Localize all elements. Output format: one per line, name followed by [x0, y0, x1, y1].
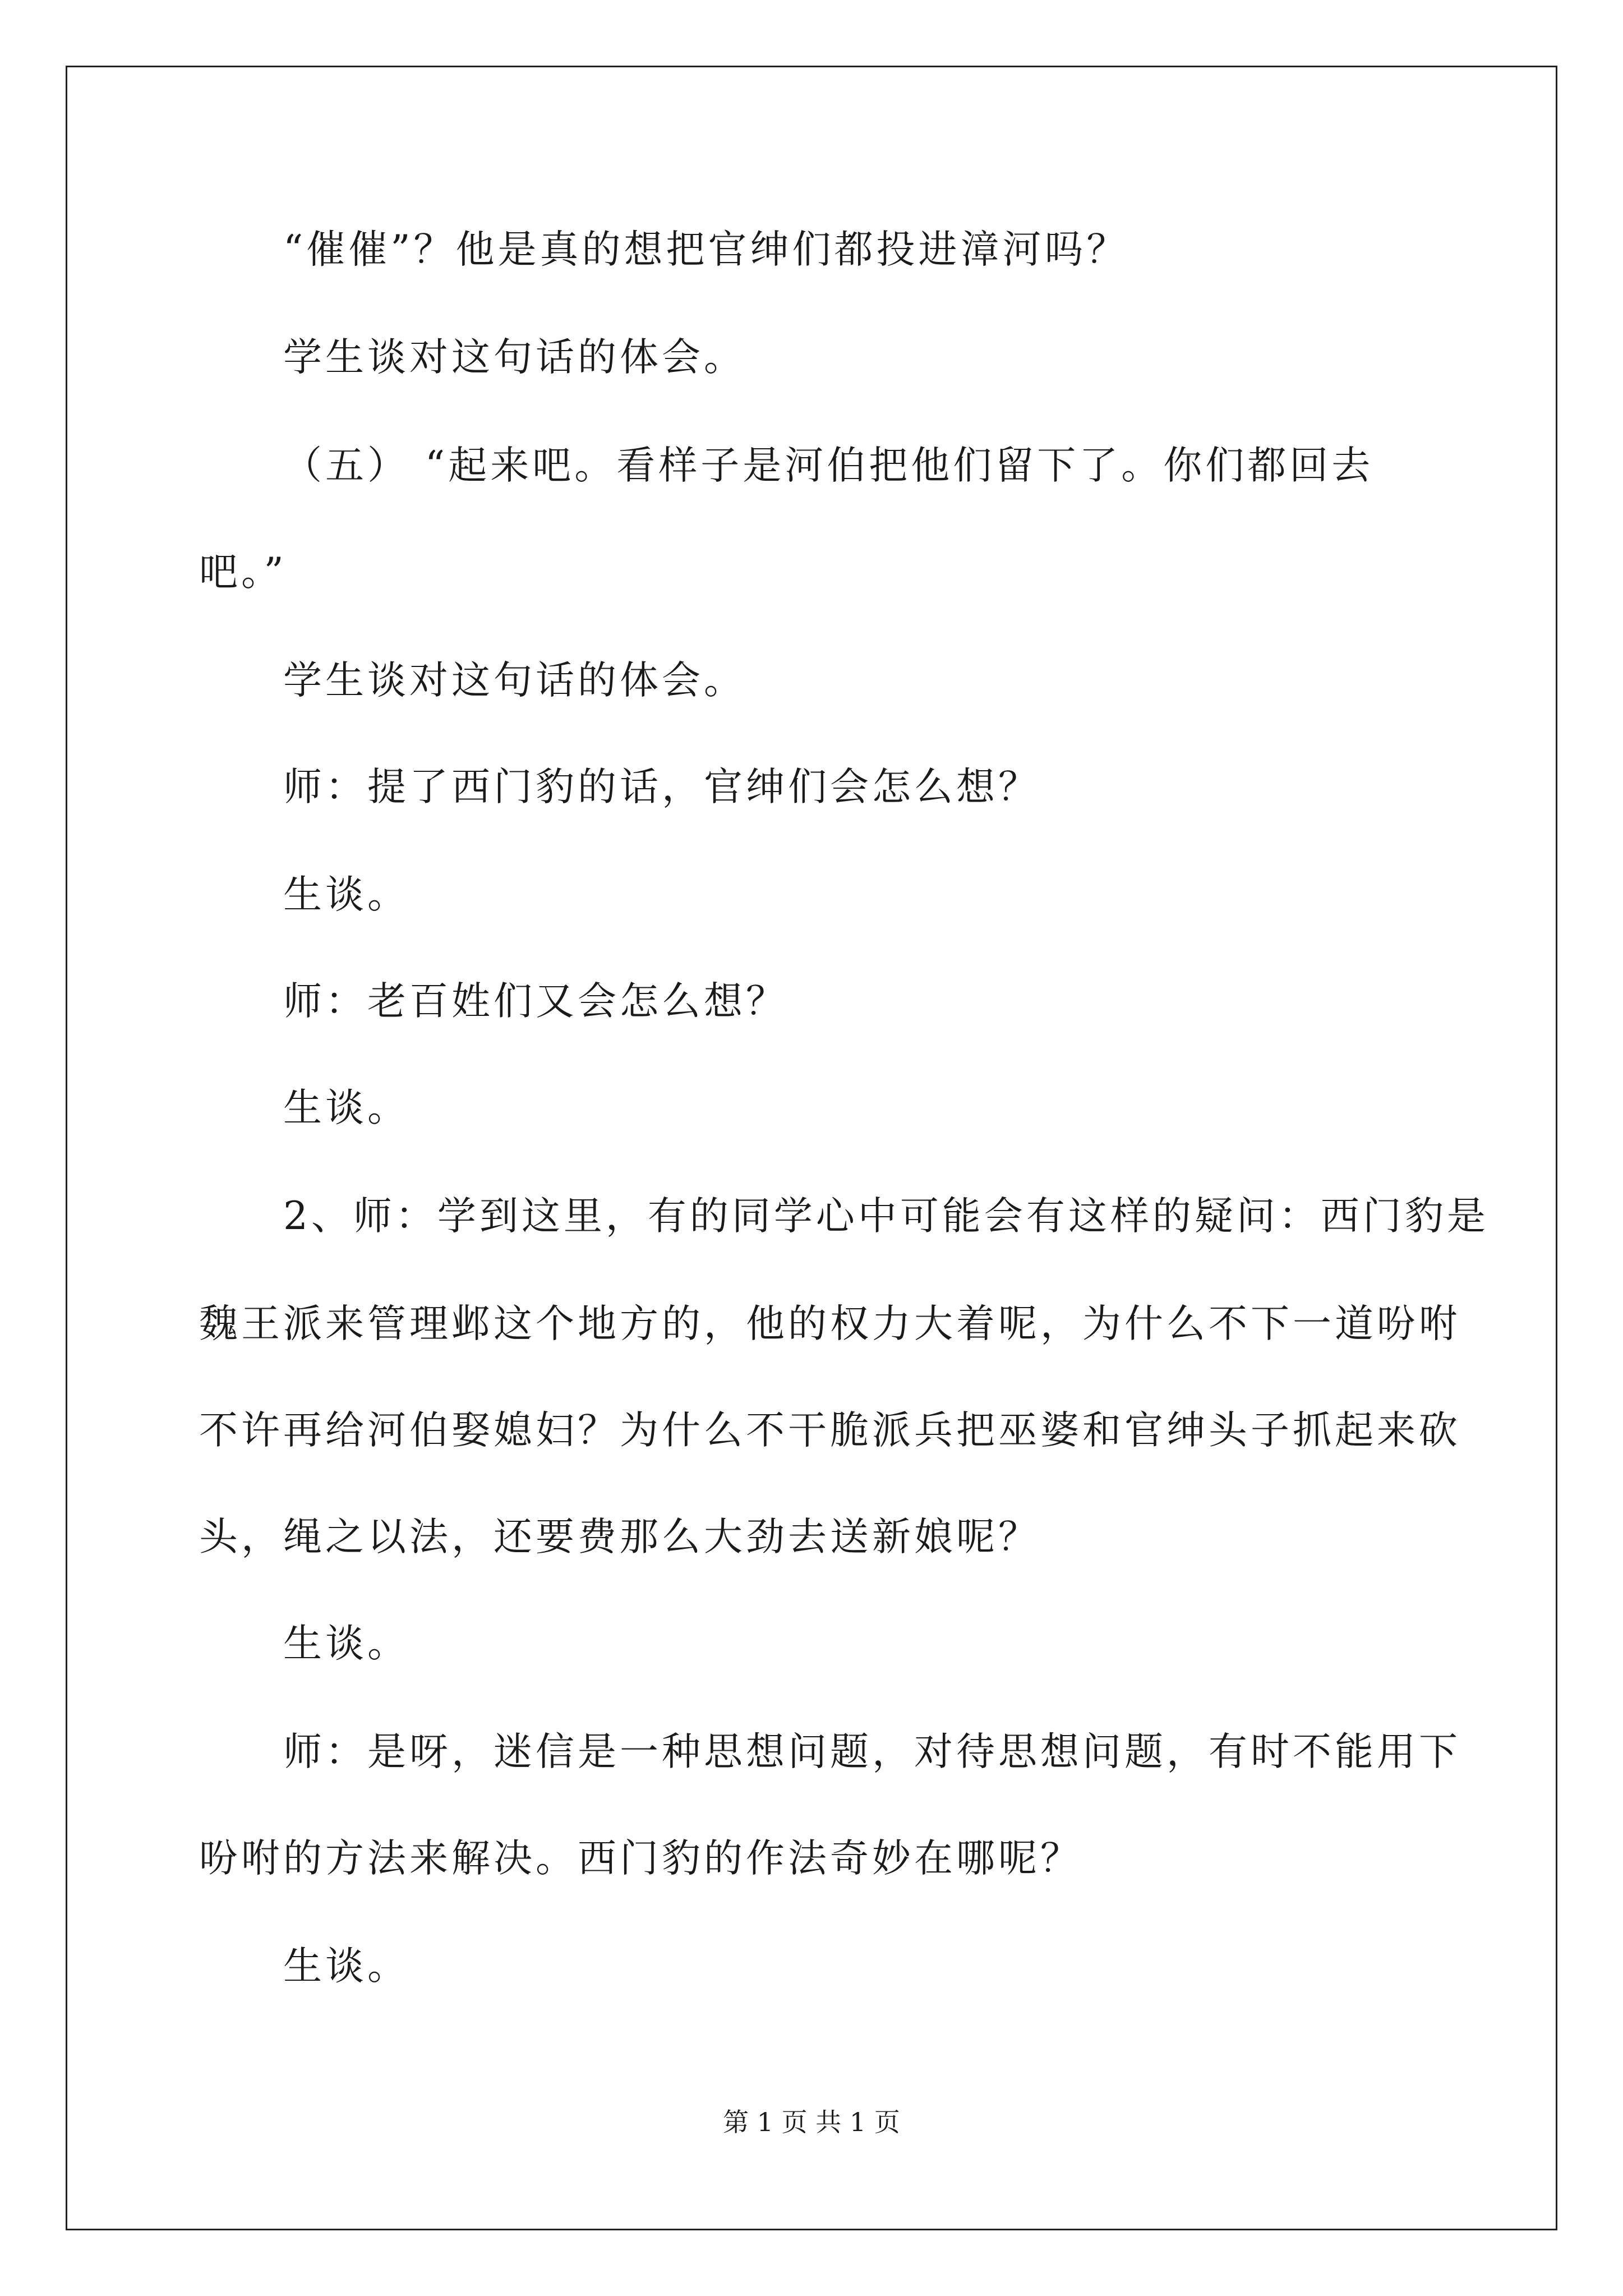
paragraph-line: 生谈。: [283, 1621, 409, 1666]
paragraph-line: 学生谈对这句话的体会。: [283, 658, 746, 703]
paragraph-line: 生谈。: [283, 872, 409, 917]
paragraph-line: 师：是呀，迷信是一种思想问题，对待思想问题，有时不能用下: [283, 1729, 1461, 1774]
paragraph-line: 师：提了西门豹的话，官绅们会怎么想？: [283, 765, 1040, 809]
paragraph-line: 吧。”: [199, 550, 287, 595]
paragraph-line: “催催”？他是真的想把官绅们都投进漳河吗？: [283, 227, 1129, 272]
paragraph-line: 生谈。: [283, 1944, 409, 1989]
paragraph-line: 头，绳之以法，还要费那么大劲去送新娘呢？: [199, 1515, 1040, 1559]
paragraph-line: 生谈。: [283, 1085, 409, 1130]
page-number-footer: 第 1 页 共 1 页: [723, 2107, 900, 2137]
paragraph-line: （五） “起来吧。看样子是河伯把他们留下了。你们都回去: [283, 443, 1374, 488]
paragraph-line: 2、师：学到这里，有的同学心中可能会有这样的疑问：西门豹是: [283, 1194, 1489, 1239]
paragraph-line: 吩咐的方法来解决。西门豹的作法奇妙在哪呢？: [199, 1836, 1082, 1881]
paragraph-line: 魏王派来管理邺这个地方的，他的权力大着呢，为什么不下一道吩咐: [199, 1301, 1461, 1346]
paragraph-line: 不许再给河伯娶媳妇？为什么不干脆派兵把巫婆和官绅头子抓起来砍: [199, 1408, 1461, 1453]
page-border: [66, 66, 1557, 2230]
paragraph-line: 师：老百姓们又会怎么想？: [283, 979, 788, 1024]
paragraph-line: 学生谈对这句话的体会。: [283, 335, 746, 380]
